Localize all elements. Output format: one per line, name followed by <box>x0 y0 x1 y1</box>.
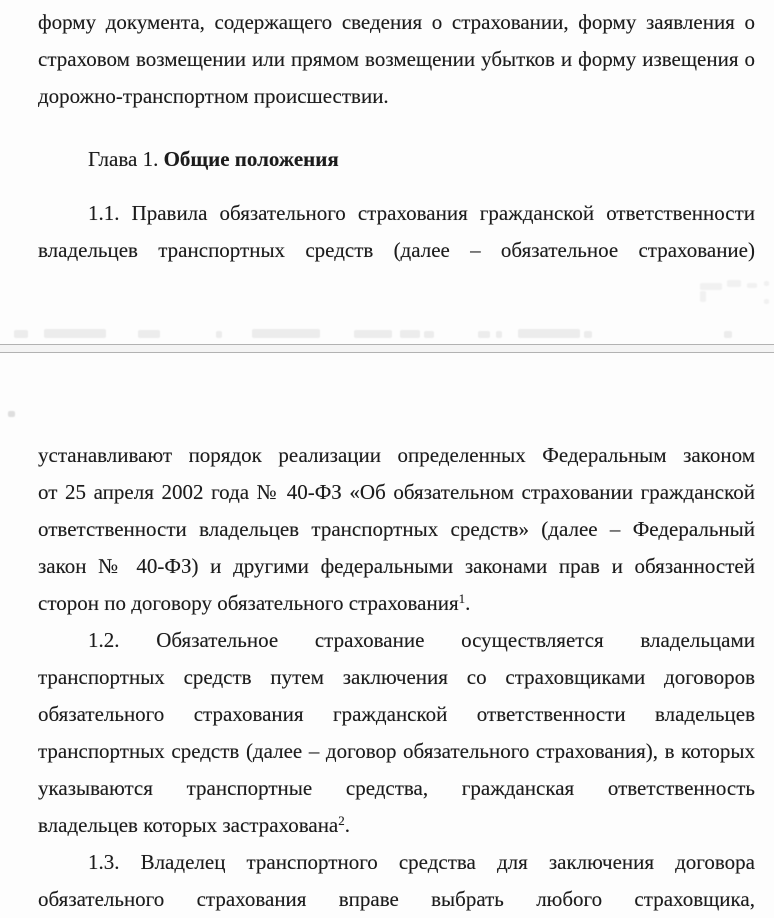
scan-smudge <box>14 330 28 338</box>
page-break-band <box>0 344 774 353</box>
scan-smudge <box>138 330 160 338</box>
text-line: транспортных средств (далее – договор обязательного страхования), в которых <box>38 739 755 763</box>
scan-smudge <box>8 411 15 417</box>
text-line: устанавливают порядок реализации определенных Федеральным законом <box>38 443 755 467</box>
text-line: 1.2. Обязательное страхование осуществляется владельцами <box>88 628 755 652</box>
scan-smudge <box>44 329 106 338</box>
text-line: 1.1. Правила обязательного страхования гражданской ответственности <box>88 201 755 225</box>
text-line: владельцев транспортных средств (далее – обязательное страхование) <box>38 238 755 262</box>
chapter-heading <box>38 141 755 178</box>
footnote-marker: 2 <box>338 813 345 828</box>
text-line: сторон по договору обязательного страхования$^1$. <box>38 591 471 615</box>
scan-smudge <box>727 280 741 287</box>
scan-smudge <box>216 331 222 338</box>
page-fragment-top <box>0 0 774 269</box>
text-line: транспортных средств путем заключения со страховщиками договоров <box>38 665 755 689</box>
scan-smudge <box>700 291 706 302</box>
scan-smudge <box>478 331 490 338</box>
footnote-marker: 1 <box>458 591 466 606</box>
scan-smudge <box>496 331 502 338</box>
paragraph <box>38 195 755 269</box>
scan-smudge <box>400 330 420 338</box>
page-break-gap <box>0 269 774 437</box>
scan-smudge <box>354 330 392 338</box>
scan-smudge <box>584 331 592 338</box>
scan-smudge <box>252 329 320 338</box>
text-line: закон № 40-ФЗ) и другими федеральными законами прав и обязанностей <box>38 554 755 578</box>
scan-smudge <box>700 283 722 290</box>
text-line: указываются транспортные средства, гражданская ответственность <box>38 776 755 800</box>
text-line: обязательного страхования гражданской ответственности владельцев <box>38 702 755 726</box>
text-line: страховом возмещении или прямом возмещении убытков и форму извещения о <box>38 47 755 71</box>
page-fragment-bottom <box>0 437 774 918</box>
text-line: ответственности владельцев транспортных средств» (далее – Федеральный <box>38 517 755 541</box>
text-line: дорожно-транспортном происшествии. <box>38 84 389 108</box>
scan-smudge <box>724 331 732 338</box>
paragraph <box>38 4 755 115</box>
scan-smudge <box>424 331 434 338</box>
paragraph <box>38 437 755 622</box>
text-line: форму документа, содержащего сведения о страховании, форму заявления о <box>38 10 755 34</box>
text-line: обязательного страхования вправе выбрать любого страховщика, <box>38 887 755 911</box>
scan-smudge <box>764 299 769 304</box>
paragraph <box>38 622 755 844</box>
text-line: Глава 1. Общие положения <box>88 147 339 171</box>
text-line: владельцев которых застрахована$^2$. <box>38 813 351 837</box>
scan-smudge <box>518 329 580 338</box>
text-line: от 25 апреля 2002 года № 40-ФЗ «Об обязательном страховании гражданской <box>38 480 755 504</box>
scan-smudge <box>747 283 757 288</box>
text-line: 1.3. Владелец транспортного средства для заключения договора <box>88 850 755 874</box>
scan-smudge <box>764 281 769 286</box>
